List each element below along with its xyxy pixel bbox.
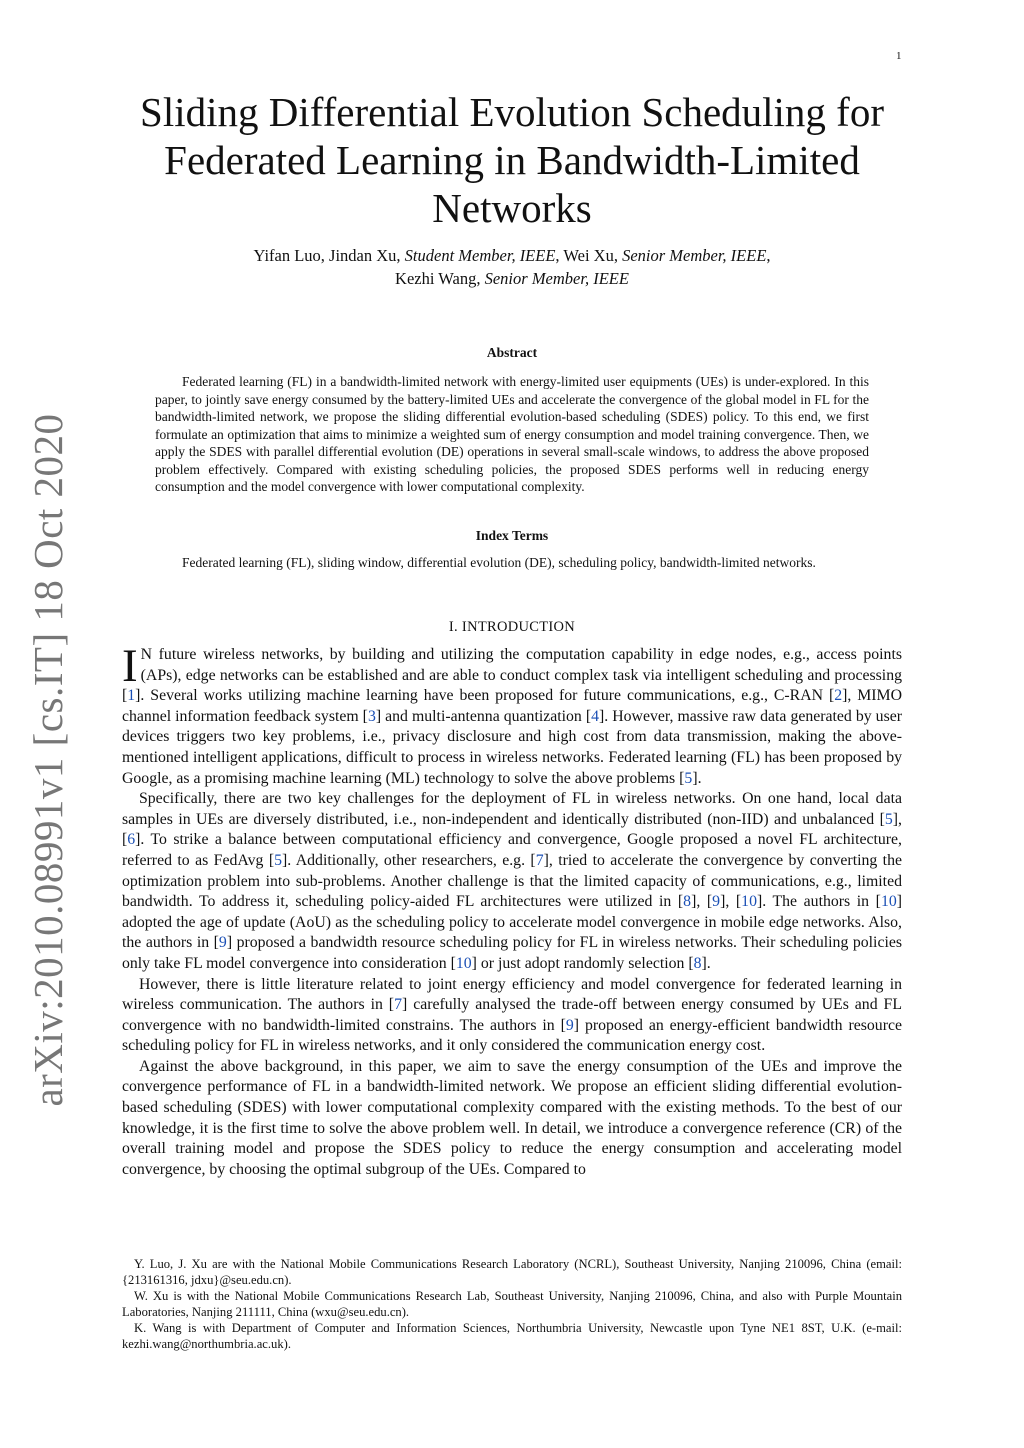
footnotes: [122, 1256, 902, 1352]
abstract-text: Federated learning (FL) in a bandwidth-limited network with energy-limited user equipments (UEs) is under-explored. In this paper, to jointly save energy consumed by the battery-limited UEs and accelerate the convergence of the global model in FL for the bandwidth-limited network, we propose the sliding differential evolution-based scheduling (SDES) policy. To this end, we first formulate an optimization that aims to minimize a weighted sum of energy consumption and model training convergence. Then, we apply the SDES with parallel differential evolution (DE) operations in several small-scale windows, to address the above proposed problem effectively. Compared with existing scheduling policies, the proposed SDES performs well in reducing energy consumption and the model convergence with lower computational complexity.: [155, 374, 869, 494]
section-heading: [122, 619, 902, 636]
author-names-2: , Wei Xu,: [555, 246, 623, 265]
author-role-2: Senior Member, IEEE: [622, 246, 767, 265]
index-terms-heading: Index Terms: [475, 528, 549, 543]
drop-cap: I: [122, 640, 138, 692]
citation-link[interactable]: 5: [684, 769, 693, 787]
citation-link[interactable]: 10: [741, 893, 757, 911]
citation-link[interactable]: 5: [274, 851, 282, 869]
paper-title: Sliding Differential Evolution Scheduling for Federated Learning in Bandwidth-Limited Networks: [140, 89, 884, 231]
citation-link[interactable]: 6: [127, 831, 136, 849]
citation-link[interactable]: 4: [591, 707, 600, 725]
citation-link[interactable]: 2: [834, 687, 843, 705]
footnote-2: W. Xu is with the National Mobile Communications Research Lab, Southeast University, Nanjing 210096, China, and also with Purple Mountain Laboratories, Nanjing 211111, China (wxu@seu.edu.cn).: [122, 1289, 902, 1319]
section-title-rest: NTRODUCTION: [467, 619, 576, 635]
citation-link[interactable]: 9: [565, 1016, 574, 1034]
author-names-1: Yifan Luo, Jindan Xu,: [253, 246, 405, 265]
citation-link[interactable]: 10: [455, 954, 472, 972]
citation-link[interactable]: 3: [367, 707, 376, 725]
paragraph-3: However, there is little literature related to joint energy efficiency and model convergence for federated learning in wireless communication. The authors in [7] carefully analysed the trade-off between energy consumed by UEs and FL convergence with no bandwidth-limited constrains. The authors in [9] proposed an energy-efficient bandwidth resource scheduling policy for FL in wireless networks, and it only considered the communication energy cost.: [122, 975, 902, 1055]
section-title-initial: I: [461, 619, 468, 635]
citation-link[interactable]: 8: [683, 893, 692, 911]
page-number: 1: [896, 50, 902, 62]
citation-link[interactable]: 10: [880, 893, 897, 911]
index-terms-text: Federated learning (FL), sliding window, differential evolution (DE), scheduling policy, bandwidth-limited networks.: [182, 555, 816, 570]
author-names-3: Kezhi Wang,: [395, 269, 485, 288]
footnote-1: Y. Luo, J. Xu are with the National Mobile Communications Research Laboratory (NCRL), Southeast University, Nanjing 210096, China (email: {213161316, jdxu}@seu.edu.cn).: [122, 1257, 902, 1287]
citation-link[interactable]: 1: [127, 687, 136, 705]
citation-link[interactable]: 7: [535, 851, 544, 869]
body-text: [122, 640, 903, 1180]
citation-link[interactable]: 8: [693, 954, 702, 972]
author-role-3: Senior Member, IEEE: [484, 269, 629, 288]
author-role-1: Student Member, IEEE: [404, 246, 556, 265]
paragraph-2: Specifically, there are two key challenges for the deployment of FL in wireless networks. On one hand, local data samples in UEs are diversely distributed, i.e., non-independent and identically distributed (non-IID) and unbalanced [5], [6]. To strike a balance between computational efficiency and convergence, Google proposed a novel FL architecture, referred to as FedAvg [5]. Additionally, other researchers, e.g. [7], tried to accelerate the convergence by converting the optimization problem into sub-problems. Another challenge is that the limited capacity of communications, e.g., limited bandwidth. To address it, scheduling policy-aided FL architectures were utilized in [8], [9], [10]. The authors in [10] adopted the age of update (AoU) as the scheduling policy to accelerate model convergence in mobile edge networks. Also, the authors in [9] proposed a bandwidth resource scheduling policy for FL in wireless networks. Their scheduling policies only take FL model convergence into consideration [10] or just adopt randomly selection [8].: [122, 790, 903, 972]
author-list: [122, 244, 902, 290]
arxiv-stamp: arXiv:2010.08991v1 [cs.IT] 18 Oct 2020: [25, 413, 71, 1107]
citation-link[interactable]: 9: [218, 934, 227, 952]
paragraph-1: I N future wireless networks, by building and utilizing the computation capability in edge nodes, e.g., access points (APs), edge networks can be established and are able to conduct complex task via intelligent scheduling and processing [1]. Several works utilizing machine learning have been proposed for future communications, e.g., C-RAN [2], MIMO channel information feedback system [3] and multi-antenna quantization [4]. However, massive raw data generated by user devices triggers two key problems, i.e., privacy disclosure and high cost from data transmission, making the above-mentioned intelligent applications, difficult to process in wireless networks. Federated learning (FL) has been proposed by Google, as a promising machine learning (ML) technology to solve the above problems [5].: [122, 640, 902, 787]
footnote-3: K. Wang is with Department of Computer and Information Sciences, Northumbria University, Newcastle upon Tyne NE1 8ST, U.K. (e-mail: kezhi.wang@northumbria.ac.uk).: [122, 1321, 902, 1351]
citation-link[interactable]: 5: [884, 810, 893, 828]
citation-link[interactable]: 9: [712, 893, 721, 911]
paragraph-4: Against the above background, in this paper, we aim to save the energy consumption of the UEs and improve the convergence performance of FL in a bandwidth-limited network. We propose an efficient sliding differential evolution-based scheduling (SDES) with lower computational complexity compared with the existing methods. To the best of our knowledge, it is the first time to solve the above problem well. In detail, we introduce a convergence reference (CR) of the overall training model and propose the SDES policy to reduce the energy consumption and accelerating model convergence, by choosing the optimal subgroup of the UEs. Compared to: [122, 1057, 902, 1178]
citation-link[interactable]: 7: [394, 996, 402, 1014]
abstract-heading: Abstract: [486, 345, 538, 360]
section-number: I.: [448, 619, 458, 635]
author-sep: ,: [766, 246, 771, 265]
